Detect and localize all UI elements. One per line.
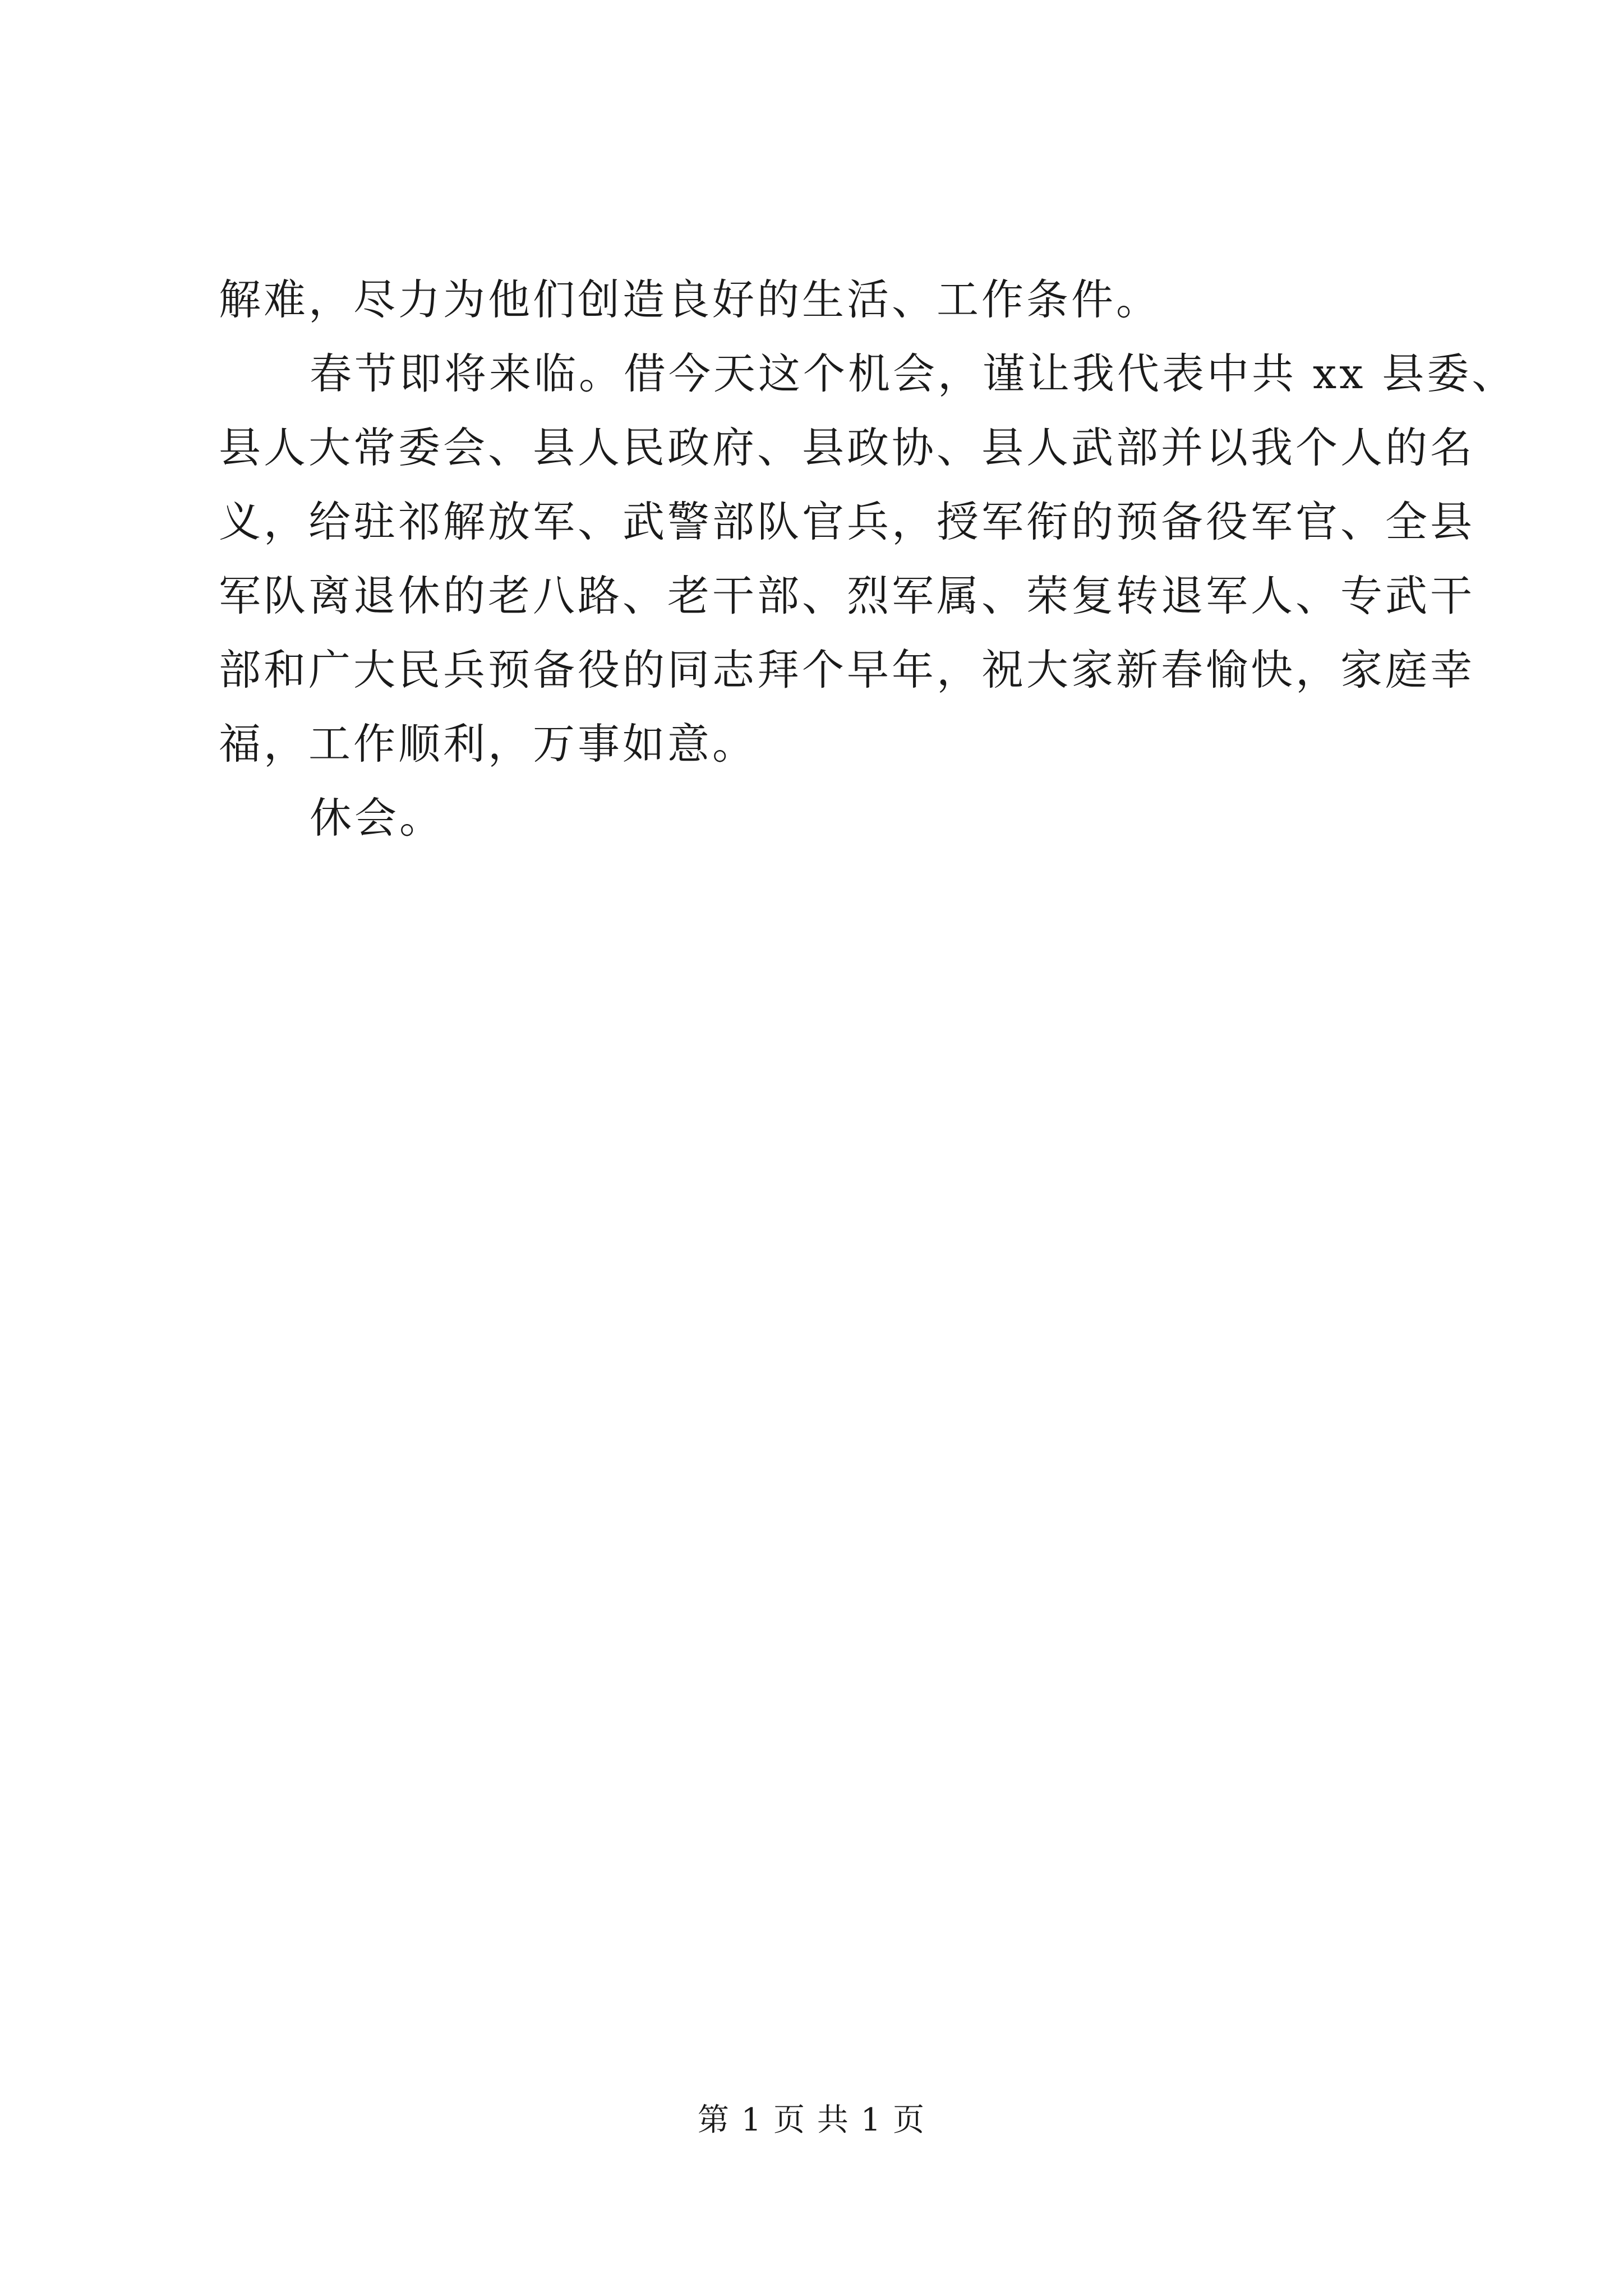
paragraph-line: 福，工作顺利，万事如意。 (219, 719, 758, 769)
paragraph-continuation-line: 解难，尽力为他们创造良好的生活、工作条件。 (219, 275, 1161, 324)
paragraph-line: 军队离退休的老八路、老干部、烈军属、荣复转退军人、专武干 (219, 571, 1476, 620)
document-body (219, 263, 1517, 855)
paragraph-line: 县人大常委会、县人民政府、县政协、县人武部并以我个人的名 (219, 423, 1476, 472)
closing-line: 休会。 (310, 793, 445, 843)
paragraph-line: 部和广大民兵预备役的同志拜个早年，祝大家新春愉快，家庭幸 (219, 645, 1476, 694)
paragraph-line: 春节即将来临。借今天这个机会，谨让我代表中共 xx 县委、 (310, 349, 1517, 398)
paragraph-line: 义，给驻祁解放军、武警部队官兵，授军衔的预备役军官、全县 (219, 497, 1476, 546)
page-footer: 第 1 页 共 1 页 (697, 2102, 926, 2138)
